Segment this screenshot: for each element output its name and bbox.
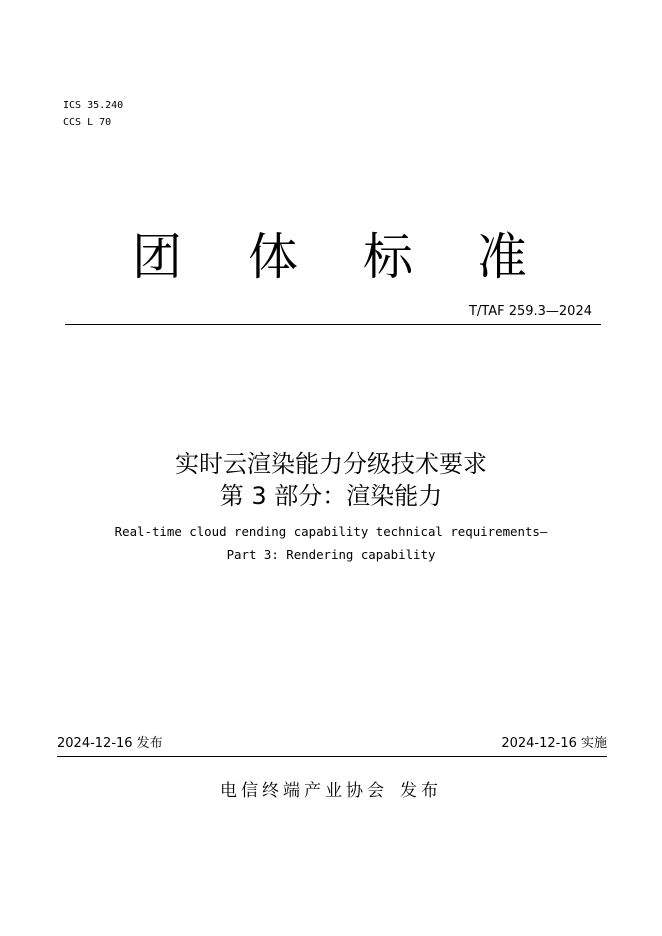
implement-date: 2024-12-16 实施: [501, 736, 607, 751]
publisher-line: [0, 779, 662, 803]
standard-type-heading: [0, 222, 662, 292]
title-english-line1: Real-time cloud rending capability technical requirements—: [114, 524, 548, 539]
standard-type-char: 准: [477, 228, 527, 286]
title-chinese-line2: 第 3 部分：渲染能力: [219, 482, 443, 510]
ics-code: ICS 35.240: [63, 100, 124, 111]
header-divider: [65, 324, 601, 325]
ccs-code: CCS L 70: [63, 117, 112, 128]
standard-type-char: 团: [132, 228, 182, 286]
publisher-org: 电信终端产业协会: [220, 781, 388, 801]
publish-date: 2024-12-16 发布: [57, 736, 163, 751]
publisher-action: 发布: [400, 781, 442, 801]
standard-type-char: 标: [363, 228, 413, 286]
standard-number: T/TAF 259.3—2024: [468, 304, 592, 319]
standard-type-char: 体: [248, 228, 298, 286]
title-chinese-line1: 实时云渲染能力分级技术要求: [175, 450, 487, 478]
title-english-line2: Part 3: Rendering capability: [226, 547, 436, 562]
footer-divider: [57, 756, 607, 757]
